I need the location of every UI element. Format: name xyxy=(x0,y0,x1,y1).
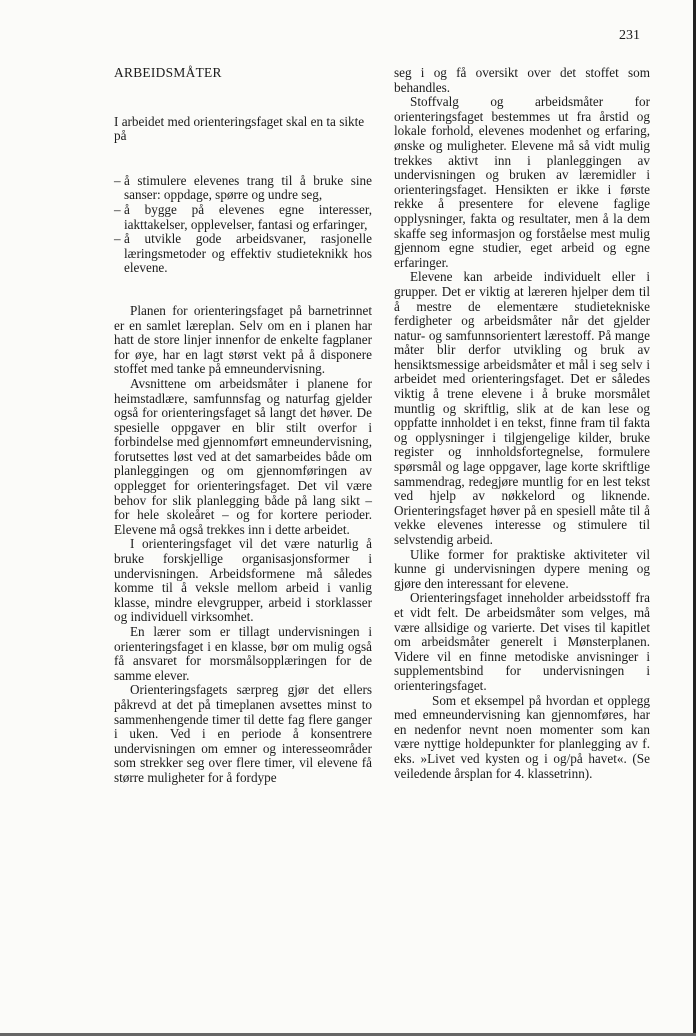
body-paragraph: Stoffvalg og arbeidsmåter for orienteringsfaget bestemmes ut fra årstid og lokale forhold, elevenes modenhet og erfaring, ønske og muligheter. Elevene må så vidt mulig trekkes aktivt inn i planleggingen av undervisningen og bruken av læremidler i orienteringsfaget. Hensikten er ikke i første rekke å presentere for elevene faglige opplysninger, fakta og resultater, men å la dem skaffe seg informasjon og forståelse mest mulig gjennom egne studier, eget arbeid og egne erfaringer. xyxy=(394,94,650,270)
goal-item xyxy=(114,174,372,203)
body-paragraph: Som et eksempel på hvordan et opplegg med emneundervisning kan gjennomføres, har en nedenfor nevnt noen momenter som kan være nyttige holdepunkter for planlegging av f. eks. »Livet ved kysten og i og/på havet«. (Se veiledende årsplan for 4. klassetrinn). xyxy=(394,692,650,781)
goal-text: å utvikle gode arbeidsvaner, rasjonelle læringsmetoder og effektiv studieteknikk hos elevene. xyxy=(124,231,372,276)
goal-text: å stimulere elevenes trang til å bruke sine sanser: oppdage, spørre og undre seg, xyxy=(124,172,372,203)
body-paragraph: Elevene kan arbeide individuelt eller i grupper. Det er viktig at læreren hjelper dem til å mestre de elementære studietekniske ferdigheter og arbeidsmåter når det gjelder natur- og samfunnsorientert lærestoff. På mange måter blir derfor utvikling og bruk av hensiktsmessige arbeidsmåter et mål i seg selv i arbeidet med orienteringsfaget. Det er således viktig å trene elevene i å bruke morsmålet muntlig og skriftlig, slik at de kan lese og oppfatte innholdet i en tekst, finne fram til fakta og opplysninger i tilgjengelige kilder, bruke register og innholdsfortegnelse, formulere spørsmål og lage oppgaver, lage korte skriftlige sammendrag, redegjøre muntlig for en lest tekst ved hjelp av nøkkelord og liknende. Orienteringsfaget høver på en spesiell måte til å vekke elevenes interesse og stimulere til selvstendig arbeid. xyxy=(394,269,650,547)
body-paragraph: Orienteringsfagets særpreg gjør det ellers påkrevd at det på timeplanen avsettes minst to sammenhengende timer til dette fag flere ganger i uken. Ved i en periode å konsentrere undervisningen om emner og interesseområder som strekker seg over flere timer, vil elevene få større muligheter for å fordype xyxy=(114,682,372,785)
dash-marker: – xyxy=(114,172,121,188)
section-heading: ARBEIDSMÅTER xyxy=(114,65,222,80)
intro-paragraph: I arbeidet med orienteringsfaget skal en ta sikte på xyxy=(114,113,365,144)
goal-item xyxy=(114,203,372,232)
body-paragraph: I orienteringsfaget vil det være naturlig å bruke forskjellige organisasjonsformer i undervisningen. Arbeidsformene må således komme til å veksle mellom arbeid i vanlig klasse, mindre elevgrupper, arbeid i storklasser og individuell virksomhet. xyxy=(114,536,372,625)
left-column xyxy=(114,66,372,786)
body-paragraph: Planen for orienteringsfaget på barnetrinnet er en samlet læreplan. Selv om en i planen har hatt de store linjer innenfor de enkelte fagplaner for øye, har en lagt størst vekt på å disponere stoffet med tanke på emneundervisning. xyxy=(114,302,372,377)
goals-list xyxy=(114,174,372,276)
dash-marker: – xyxy=(114,201,121,217)
goal-item xyxy=(114,232,372,276)
body-paragraph: En lærer som er tillagt undervisningen i orienteringsfaget i en klasse, bør om mulig også få ansvaret for morsmålsopplæringen for de samme elever. xyxy=(114,624,372,683)
right-column xyxy=(394,66,650,781)
body-paragraph: seg i og få oversikt over det stoffet som behandles. xyxy=(394,65,650,95)
body-paragraph: Ulike former for praktiske aktiviteter vil kunne gi undervisningen dypere mening og gjøre den interessant for elevene. xyxy=(394,546,650,591)
body-paragraph: Orienteringsfaget inneholder arbeidsstoff fra et vidt felt. De arbeidsmåter som velges, må være allsidige og varierte. Det vises til kapitlet om arbeidsmåter generelt i Mønsterplanen. Videre vil en finne metodiske anvisninger i supplementsbind for undervisningen i orienteringsfaget. xyxy=(394,590,650,693)
body-paragraph: Avsnittene om arbeidsmåter i planene for heimstadlære, samfunnsfag og naturfag gjelder også for orienteringsfaget så langt det høver. De spesielle oppgaver en blir stilt overfor i forbindelse med gjennomført emneundervisning, forutsettes løst ved at det samarbeides både om planleggingen og om gjennomføringen av opplegget for orienteringsfaget. Det vil være behov for slik planlegging både på lang sikt – for hele skoleåret – og for kortere perioder. Elevene må også trekkes inn i dette arbeidet. xyxy=(114,375,372,537)
goal-text: å bygge på elevenes egne interesser, iakttakelser, opplevelser, fantasi og erfaringer, xyxy=(124,201,372,232)
dash-marker: – xyxy=(114,231,121,247)
page-number: 231 xyxy=(619,28,640,43)
